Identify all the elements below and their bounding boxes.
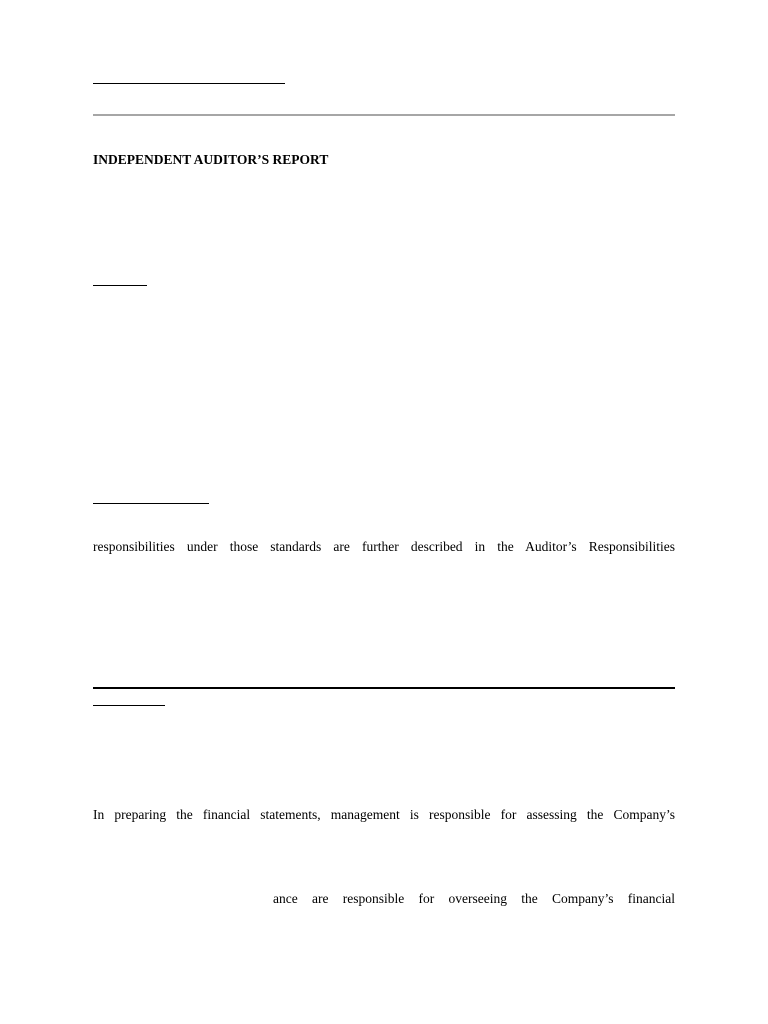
report-title: INDEPENDENT AUDITOR’S REPORT	[93, 152, 329, 167]
management-heading-underline	[93, 705, 165, 706]
governance-paragraph-line: ance are responsible for overseeing the Company’s financial	[273, 891, 675, 906]
section-divider	[93, 687, 675, 689]
basis-paragraph-line: responsibilities under those standards are further described in the Auditor’s Responsibilities	[93, 539, 675, 554]
basis-heading-underline	[93, 503, 209, 504]
header-divider	[93, 114, 675, 116]
addressee-underline	[93, 83, 285, 84]
opinion-heading-underline	[93, 285, 147, 286]
management-paragraph-line: In preparing the financial statements, management is responsible for assessing the Company’s	[93, 807, 675, 822]
